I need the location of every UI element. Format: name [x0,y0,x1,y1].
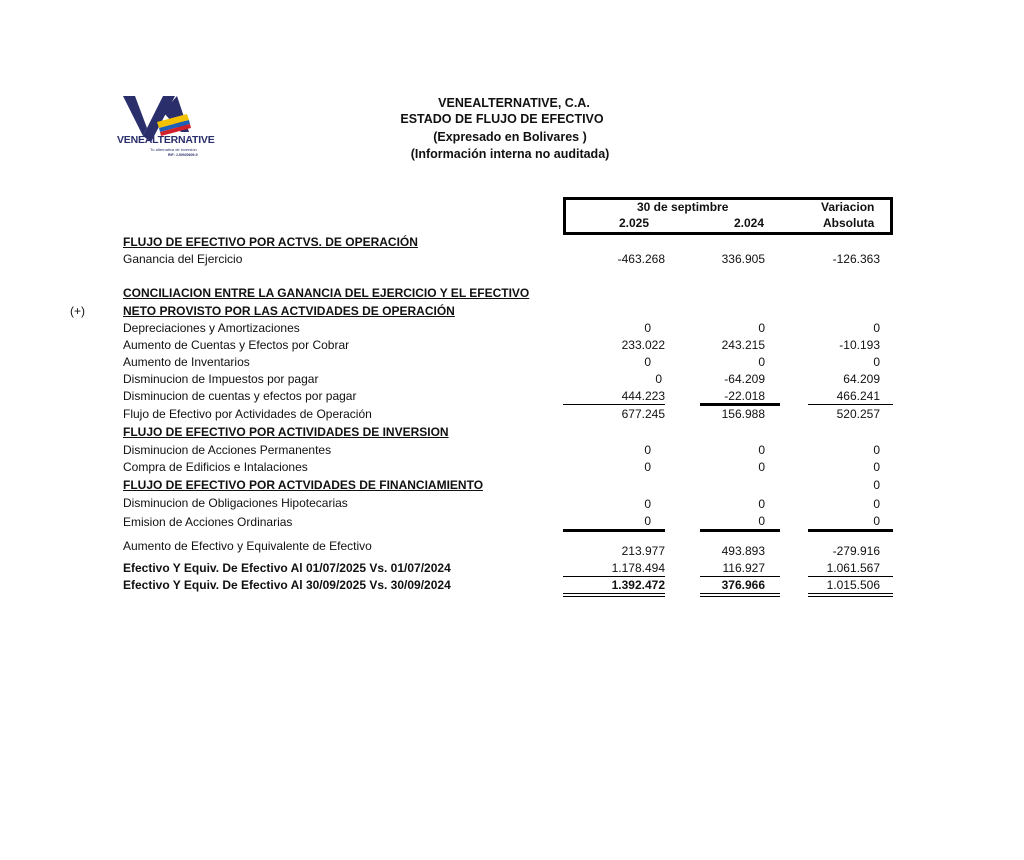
acciones-ordinarias-var: 0 [873,514,880,528]
double-rule-top-var [808,593,893,594]
efectivo-inicio-2025: 1.178.494 [611,561,665,575]
row-label-aumento-efectivo: Aumento de Efectivo y Equivalente de Efectivo [123,539,372,553]
ganancia-2024: 336.905 [721,252,765,266]
acciones-permanentes-2025: 0 [644,443,651,457]
inventarios-var: 0 [873,355,880,369]
efectivo-inicio-var: 1.061.567 [826,561,880,575]
row-label-acciones-ordinarias: Emision de Acciones Ordinarias [123,515,293,529]
section-financiamiento-title: FLUJO DE EFECTIVO POR ACTVIDADES DE FINANCIAMIENTO [123,478,484,492]
acciones-ordinarias-2025: 0 [644,514,651,528]
period-header: 30 de septimbre [637,200,729,214]
cuentas-cobrar-var: -10.193 [839,338,880,352]
efectivo-inicio-2024: 116.927 [722,561,765,575]
depreciaciones-var: 0 [873,321,880,335]
inventarios-2025: 0 [644,355,651,369]
company-name: VENEALTERNATIVE, C.A. [438,96,590,110]
section-rule-var [808,529,893,532]
aumento-efectivo-2025: 213.977 [621,544,665,558]
statement-title: ESTADO DE FLUJO DE EFECTIVO [400,112,604,126]
logo-rif: RIF: J-50920609-9 [168,153,198,157]
row-label-flujo-operacion: Flujo de Efectivo por Actividades de Operación [123,407,372,421]
impuestos-2025: 0 [655,372,662,386]
year-2024-header: 2.024 [734,216,765,230]
double-rule-top-2024 [700,593,780,594]
aumento-efectivo-var: -279.916 [832,544,880,558]
total-rule-var [808,576,893,577]
cuentas-cobrar-2025: 233.022 [621,338,665,352]
subtotal-rule-2024 [700,403,780,406]
logo-tagline: Tu alternativa de inversión [150,147,197,152]
hipotecarias-2024: 0 [758,497,765,511]
year-2025-header: 2.025 [619,216,650,230]
row-label-efectivo-fin: Efectivo Y Equiv. De Efectivo Al 30/09/2025 Vs. 30/09/2024 [123,578,451,592]
section-inversion-title: FLUJO DE EFECTIVO POR ACTIVIDADES DE INVERSION [123,425,449,439]
double-rule-bottom-var [808,596,893,597]
efectivo-fin-2025: 1.392.472 [611,578,665,592]
row-label-depreciaciones: Depreciaciones y Amortizaciones [123,321,300,335]
section-operacion-title: FLUJO DE EFECTIVO POR ACTVS. DE OPERACIÓN [123,235,418,249]
logo-brand-text: VENEALTERNATIVE [117,134,215,146]
flujo-operacion-var: 520.257 [836,407,880,421]
double-rule-bottom-2025 [563,596,665,597]
cuentas-pagar-var: 466.241 [836,389,880,403]
edificios-2025: 0 [644,460,651,474]
subtotal-rule-var [808,404,893,405]
double-rule-bottom-2024 [700,596,780,597]
row-label-edificios: Compra de Edificios e Intalaciones [123,460,308,474]
cuentas-pagar-2024: -22.018 [724,389,765,403]
cuentas-cobrar-2024: 243.215 [721,338,765,352]
row-label-ganancia: Ganancia del Ejercicio [123,252,243,266]
efectivo-fin-var: 1.015.506 [826,578,880,592]
row-label-cuentas-cobrar: Aumento de Cuentas y Efectos por Cobrar [123,338,350,352]
section-rule-2024 [700,529,780,532]
plus-marker: (+) [70,304,85,318]
ganancia-var: -126.363 [832,252,880,266]
hipotecarias-2025: 0 [644,497,651,511]
row-label-efectivo-inicio: Efectivo Y Equiv. De Efectivo Al 01/07/2025 Vs. 01/07/2024 [123,561,451,575]
total-rule-2024 [700,576,780,577]
row-label-impuestos: Disminucion de Impuestos por pagar [123,372,319,386]
acciones-permanentes-2024: 0 [758,443,765,457]
total-rule-2025 [563,576,665,577]
subtotal-rule-2025 [563,404,665,405]
acciones-permanentes-var: 0 [873,443,880,457]
depreciaciones-2024: 0 [758,321,765,335]
variation-header-1: Variacion [821,200,875,214]
cuentas-pagar-2025: 444.223 [621,389,665,403]
edificios-var: 0 [873,460,880,474]
double-rule-top-2025 [563,593,665,594]
impuestos-2024: -64.209 [724,372,765,386]
section-rule-2025 [563,529,665,532]
row-label-acciones-permanentes: Disminucion de Acciones Permanentes [123,443,332,457]
flujo-operacion-2024: 156.988 [721,407,765,421]
depreciaciones-2025: 0 [644,321,651,335]
impuestos-var: 64.209 [843,372,880,386]
section-conciliacion-title-1: CONCILIACION ENTRE LA GANANCIA DEL EJERCICIO Y EL EFECTIVO [123,286,530,300]
row-label-hipotecarias: Disminucion de Obligaciones Hipotecarias [123,496,348,510]
edificios-2024: 0 [758,460,765,474]
row-label-cuentas-pagar: Disminucion de cuentas y efectos por pagar [123,389,357,403]
variation-header-2: Absoluta [823,216,875,230]
row-label-inventarios: Aumento de Inventarios [123,355,250,369]
ganancia-2025: -463.268 [617,252,665,266]
flujo-operacion-2025: 677.245 [621,407,665,421]
inventarios-2024: 0 [758,355,765,369]
section-conciliacion-title-2: NETO PROVISTO POR LAS ACTVIDADES DE OPERACIÓN [123,304,455,318]
efectivo-fin-2024: 376.966 [721,578,765,592]
audit-note: (Información interna no auditada) [410,147,610,161]
financiamiento-var: 0 [873,478,880,492]
aumento-efectivo-2024: 493.893 [721,544,765,558]
acciones-ordinarias-2024: 0 [758,514,765,528]
hipotecarias-var: 0 [873,497,880,511]
currency-note: (Expresado en Bolivares ) [433,130,587,144]
